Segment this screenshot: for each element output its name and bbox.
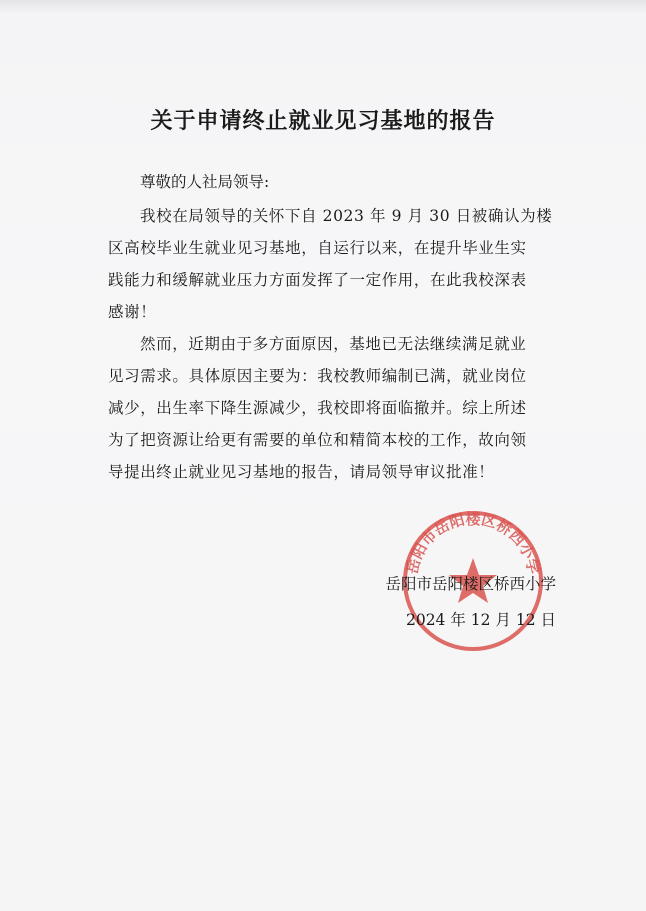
paragraph1-line2: 区高校毕业生就业见习基地，自运行以来，在提升毕业生实 [108, 239, 527, 257]
paragraph2-line1: 然而，近期由于多方面原因，基地已无法继续满足就业 [140, 335, 527, 353]
signature-block [385, 566, 556, 638]
paragraph1-line3: 践能力和缓解就业压力方面发挥了一定作用，在此我校深表 [108, 271, 527, 289]
paragraph2-line3: 减少，出生率下降生源减少，我校即将面临撤并。综上所述 [108, 399, 527, 417]
signature-org: 岳阳市岳阳楼区桥西小学 [385, 575, 556, 593]
paragraph1-line4: 感谢！ [108, 303, 157, 321]
paragraph2-line2: 见习需求。具体原因主要为：我校教师编制已满，就业岗位 [108, 367, 527, 385]
paragraph1-line1: 我校在局领导的关怀下自 2023 年 9 月 30 日被确认为楼 [140, 207, 553, 225]
salutation: 尊敬的人社局领导: [140, 173, 270, 191]
signature-date: 2024 年 12 月 12 日 [405, 611, 556, 629]
document-title: 关于申请终止就业见习基地的报告 [150, 108, 496, 134]
svg-text:岳阳市岳阳楼区桥西小学: 岳阳市岳阳楼区桥西小学 [403, 509, 543, 576]
scan-shadow [0, 0, 646, 14]
paragraph2-line4: 为了把资源让给更有需要的单位和精简本校的工作，故向领 [108, 431, 527, 449]
paragraph2-line5: 导提出终止就业见习基地的报告，请局领导审议批准！ [108, 463, 495, 481]
